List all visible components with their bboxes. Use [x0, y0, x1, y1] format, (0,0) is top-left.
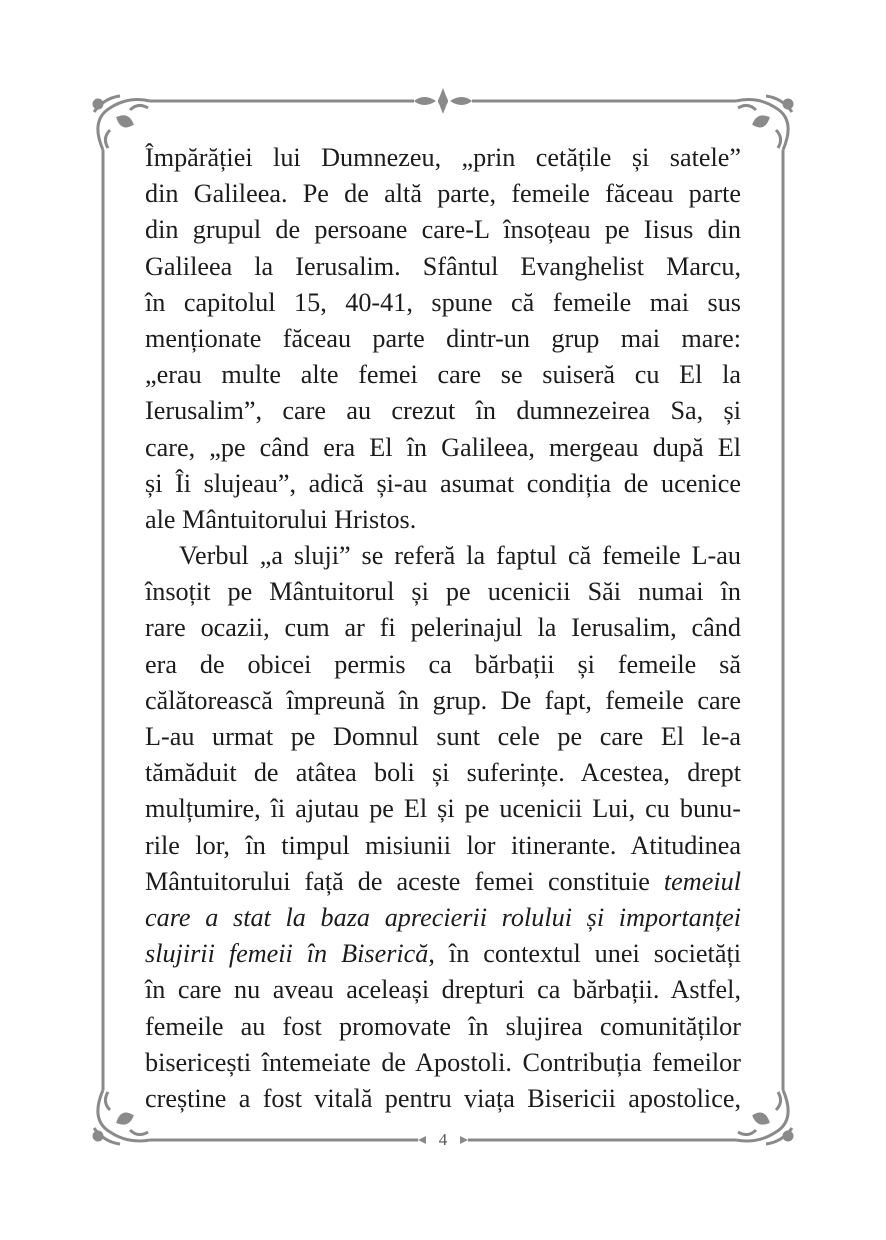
text-line: rile lor, în timpul misiunii lor itinerante. Atitudinea [145, 830, 741, 860]
text-line: care, „pe când era El în Galileea, mergeau după El [145, 432, 741, 462]
text-line: Galileea la Ierusalim. Sfântul Evanghelist Marcu, [145, 251, 741, 281]
italic-emphasis: slujirii femeii în Biserică [145, 939, 429, 969]
text-line: mulțumire, îi ajutau pe El și pe ucenicii Lui, cu bunu- [145, 794, 741, 824]
text-line: „erau multe alte femei care se suiseră cu El la [145, 360, 741, 390]
text-line: călătorească împreună în grup. De fapt, femeile care [145, 685, 741, 715]
text-line: din grupul de persoane care-L însoțeau pe Iisus din [145, 215, 741, 245]
text-line [145, 864, 741, 900]
text-line: în care nu aveau aceleași drepturi ca bărbații. Astfel, [145, 975, 741, 1005]
text-line: creștine a fost vitală pentru viața Bisericii apostolice, [145, 1083, 741, 1113]
text-line: însoțit pe Mântuitorul și pe ucenicii Săi numai în [145, 577, 741, 607]
text-line: Verbul „a sluji” se referă la faptul că femeile L-au [179, 541, 741, 571]
text-line: bisericești întemeiate de Apostoli. Contribuția femeilor [145, 1047, 741, 1077]
corner-ornament-top-left [94, 96, 150, 150]
text-line: și Îi slujeau”, adică și-au asumat condiția de ucenice [145, 468, 741, 498]
text-line: tămăduit de atâtea boli și suferințe. Acestea, drept [145, 758, 741, 788]
italic-emphasis: temeiul [663, 866, 741, 896]
text-line [145, 900, 741, 936]
text-line: femeile au fost promovate în slujirea comunităților [145, 1011, 741, 1041]
italic-emphasis: care a stat la baza aprecierii rolului și importanței [145, 902, 741, 932]
text-line [145, 936, 741, 972]
page-body-text [145, 140, 741, 1117]
text-segment: Mântuitorului față de aceste femei constituie [145, 866, 664, 896]
text-line: era de obicei permis ca bărbații și femeile să [145, 649, 741, 679]
text-line: în capitolul 15, 40-41, spune că femeile mai sus [145, 287, 741, 317]
top-center-ornament [414, 88, 472, 114]
text-segment: , în contextul unei societăți [428, 939, 741, 969]
text-line: L-au urmat pe Domnul sunt cele pe care El le-a [145, 722, 741, 751]
text-line: ale Mântuitorului Hristos. [145, 504, 417, 534]
paragraph-1 [145, 140, 741, 538]
text-line: Ierusalim”, care au crezut în dumnezeirea Sa, și [145, 396, 741, 426]
corner-ornament-top-right [736, 96, 792, 150]
text-line: rare ocazii, cum ar fi pelerinajul la Ierusalim, când [145, 613, 741, 643]
paragraph-2 [145, 538, 741, 1117]
text-line: din Galileea. Pe de altă parte, femeile făceau parte [145, 179, 741, 209]
page-number: 4 [438, 1130, 448, 1149]
text-line: menționate făceau parte dintr-un grup mai mare: [145, 323, 741, 353]
text-line: Împărăției lui Dumnezeu, „prin cetățile și satele” [145, 143, 741, 172]
